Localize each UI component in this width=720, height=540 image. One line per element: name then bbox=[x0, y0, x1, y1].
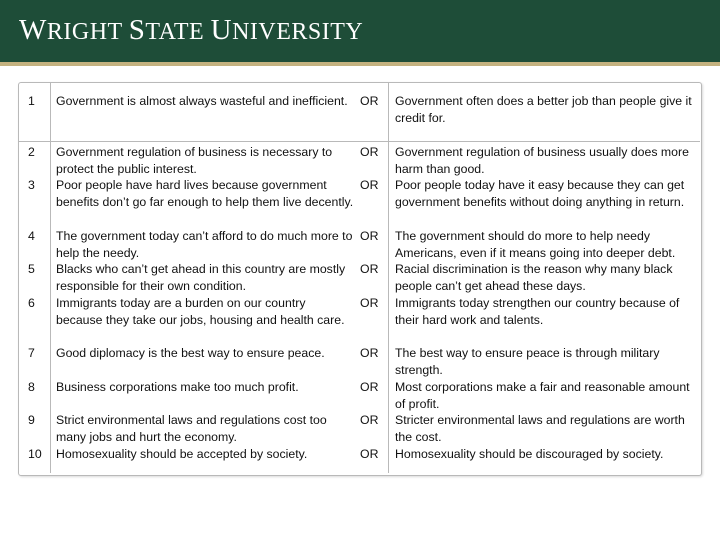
right-statement: Government often does a better job than people give it credit for. bbox=[395, 94, 692, 125]
wordmark-initial: S bbox=[128, 14, 146, 46]
or-separator: OR bbox=[360, 380, 379, 394]
row-number: 8 bbox=[28, 380, 35, 394]
or-separator: OR bbox=[360, 346, 379, 360]
wordmark-initial: U bbox=[210, 14, 233, 46]
wordmark-part: TATE bbox=[145, 19, 211, 45]
header-accent-rule bbox=[0, 62, 720, 66]
or-separator: OR bbox=[360, 178, 379, 192]
row-number: 3 bbox=[28, 178, 35, 192]
row-number: 5 bbox=[28, 262, 35, 276]
or-separator: OR bbox=[360, 296, 379, 310]
left-statement: Poor people have hard lives because government benefits don’t go far enough to help them live decently. bbox=[56, 178, 354, 209]
or-separator: OR bbox=[360, 413, 379, 427]
university-logo-wordmark bbox=[19, 14, 363, 47]
or-separator: OR bbox=[360, 94, 379, 108]
left-statement: Government regulation of business is necessary to protect the public interest. bbox=[56, 145, 333, 176]
left-statement: Strict environmental laws and regulations cost too many jobs and hurt the economy. bbox=[56, 413, 327, 444]
right-statement: Racial discrimination is the reason why many black people can’t get ahead these days. bbox=[395, 262, 673, 293]
or-separator: OR bbox=[360, 447, 379, 461]
row-number: 1 bbox=[28, 94, 35, 108]
wordmark-part: RIGHT bbox=[46, 19, 129, 45]
right-statement: Stricter environmental laws and regulations are worth the cost. bbox=[395, 413, 685, 444]
wordmark-part: NIVERSITY bbox=[232, 19, 364, 45]
row-number: 7 bbox=[28, 346, 35, 360]
right-statement: The government should do more to help needy Americans, even if it means going into deeper debt. bbox=[395, 229, 676, 260]
left-statement: Blacks who can’t get ahead in this country are mostly responsible for their own condition. bbox=[56, 262, 346, 293]
or-separator: OR bbox=[360, 262, 379, 276]
or-separator: OR bbox=[360, 145, 379, 159]
right-statement: Most corporations make a fair and reasonable amount of profit. bbox=[395, 380, 690, 411]
row-number: 2 bbox=[28, 145, 35, 159]
left-statement: The government today can’t afford to do much more to help the needy. bbox=[56, 229, 353, 260]
right-statement: Immigrants today strengthen our country because of their hard work and talents. bbox=[395, 296, 680, 327]
left-statement: Government is almost always wasteful and inefficient. bbox=[56, 94, 348, 108]
row-number: 6 bbox=[28, 296, 35, 310]
header-banner bbox=[0, 0, 720, 62]
left-statement: Immigrants today are a burden on our country because they take our jobs, housing and health care. bbox=[56, 296, 345, 327]
wordmark-initial: W bbox=[19, 14, 47, 46]
right-statement: Homosexuality should be discouraged by society. bbox=[395, 447, 664, 461]
row-number: 4 bbox=[28, 229, 35, 243]
right-statement: Poor people today have it easy because they can get government benefits without doing anything in return. bbox=[395, 178, 685, 209]
right-statement: Government regulation of business usually does more harm than good. bbox=[395, 145, 689, 176]
or-separator: OR bbox=[360, 229, 379, 243]
row-number: 9 bbox=[28, 413, 35, 427]
right-statement: The best way to ensure peace is through military strength. bbox=[395, 346, 660, 377]
row-number: 10 bbox=[28, 447, 42, 461]
left-statement: Homosexuality should be accepted by society. bbox=[56, 447, 308, 461]
left-statement: Good diplomacy is the best way to ensure peace. bbox=[56, 346, 325, 360]
row-divider bbox=[19, 141, 700, 142]
left-statement: Business corporations make too much profit. bbox=[56, 380, 299, 394]
